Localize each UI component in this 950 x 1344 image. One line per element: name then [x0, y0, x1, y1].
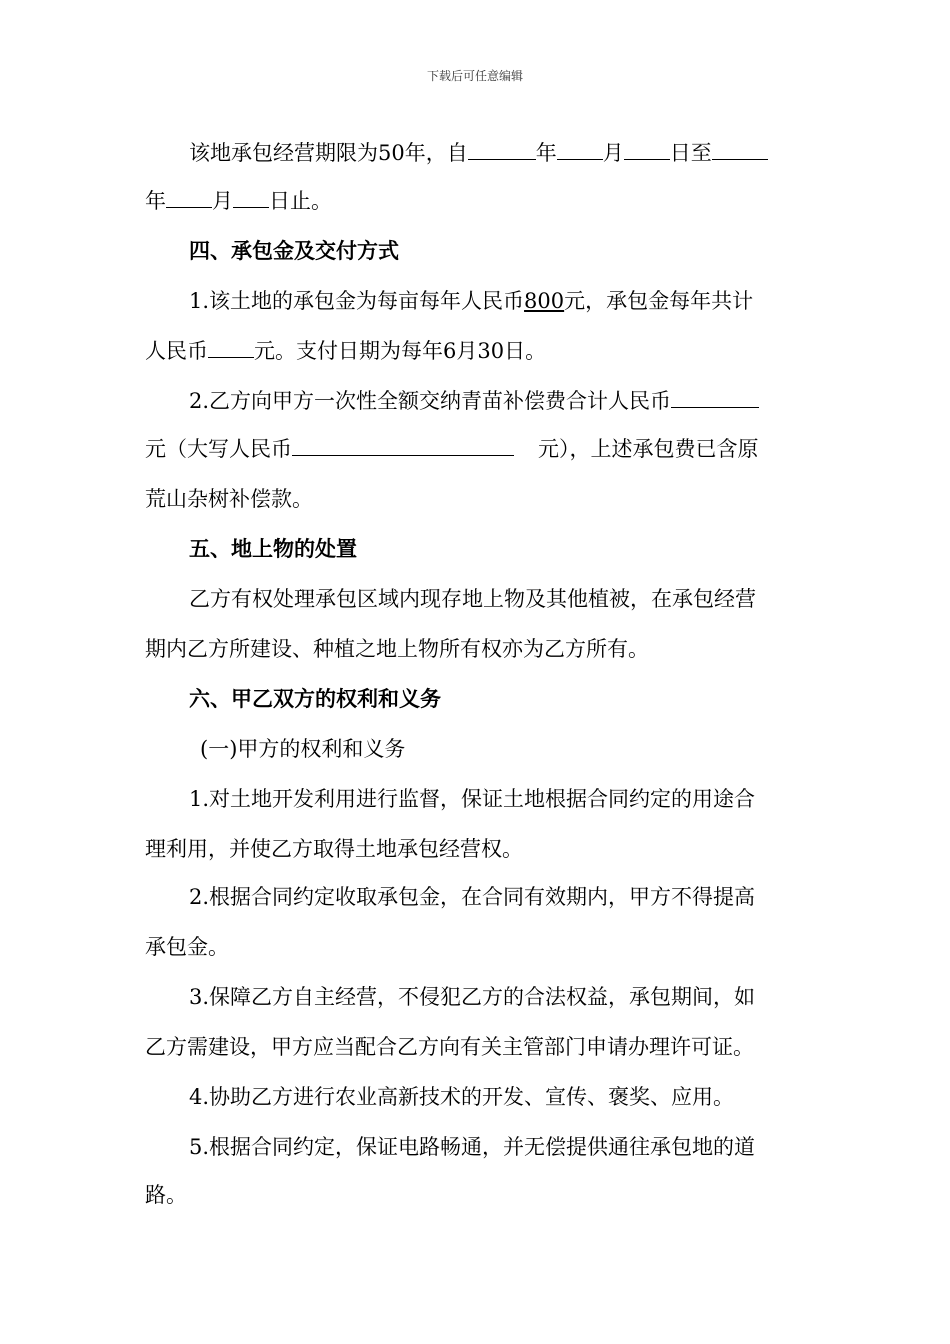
blank-amount	[671, 387, 759, 408]
compensation-line-3: 荒山杂树补偿款。	[145, 487, 313, 511]
paragraph-line: 1.对土地开发利用进行监督，保证土地根据合同约定的用途合	[189, 787, 756, 811]
text-span: 元），上述承包费已含原	[538, 437, 759, 461]
paragraph-line: 路。	[145, 1183, 187, 1207]
text-span: 该地承包经营期限为50年，自	[189, 141, 468, 165]
text-span: 人民币	[145, 339, 208, 363]
term-line-1	[189, 138, 859, 168]
page-header: 下载后可任意编辑	[426, 69, 523, 83]
text-span: 2.乙方向甲方一次性全额交纳青苗补偿费合计人民币	[189, 389, 672, 413]
paragraph-line: 4.协助乙方进行农业高新技术的开发、宣传、褒奖、应用。	[189, 1085, 735, 1109]
paragraph-line: 3.保障乙方自主经营，不侵犯乙方的合法权益，承包期间，如	[189, 985, 756, 1009]
paragraph-line: 5.根据合同约定，保证电路畅通，并无偿提供通往承包地的道	[189, 1135, 756, 1159]
term-line-2	[145, 186, 815, 216]
payment-line-1	[189, 286, 859, 316]
paragraph-line: 承包金。	[145, 935, 229, 959]
compensation-line-1	[189, 386, 859, 416]
section-heading-5: 五、地上物的处置	[189, 537, 357, 561]
text-span: 月	[212, 189, 233, 213]
blank-day	[233, 187, 269, 208]
blank-amount-words	[292, 435, 514, 456]
blank-amount	[208, 337, 254, 358]
blank-year	[468, 139, 536, 160]
text-span: 1.该土地的承包金为每亩每年人民币	[189, 289, 525, 313]
blank-day	[624, 139, 670, 160]
payment-line-2	[145, 336, 815, 366]
paragraph-line: 期内乙方所建设、种植之地上物所有权亦为乙方所有。	[145, 637, 649, 661]
text-span: 元。支付日期为每年6月30日。	[254, 339, 547, 363]
paragraph-line: 乙方有权处理承包区域内现存地上物及其他植被，在承包经营	[189, 587, 756, 611]
paragraph-line: 2.根据合同约定收取承包金，在合同有效期内，甲方不得提高	[189, 885, 756, 909]
compensation-line-2	[145, 434, 815, 464]
blank-month	[557, 139, 603, 160]
paragraph-line: 理利用，并使乙方取得土地承包经营权。	[145, 837, 523, 861]
amount-value: 800	[524, 289, 565, 313]
text-span: 月	[602, 141, 624, 165]
text-span: 年	[145, 189, 166, 213]
blank-month	[166, 187, 212, 208]
text-span: 日止。	[269, 189, 332, 213]
blank-end-year	[712, 139, 768, 160]
paragraph-line: 乙方需建设，甲方应当配合乙方向有关主管部门申请办理许可证。	[145, 1035, 754, 1059]
text-span: 元，承包金每年共计	[564, 289, 754, 313]
subsection-heading: (一)甲方的权利和义务	[200, 737, 406, 761]
section-heading-6: 六、甲乙双方的权利和义务	[189, 687, 441, 711]
section-heading-4: 四、承包金及交付方式	[189, 239, 399, 263]
text-span: 元（大写人民币	[145, 437, 292, 461]
text-span: 年	[535, 141, 557, 165]
text-span: 日至	[669, 141, 712, 165]
